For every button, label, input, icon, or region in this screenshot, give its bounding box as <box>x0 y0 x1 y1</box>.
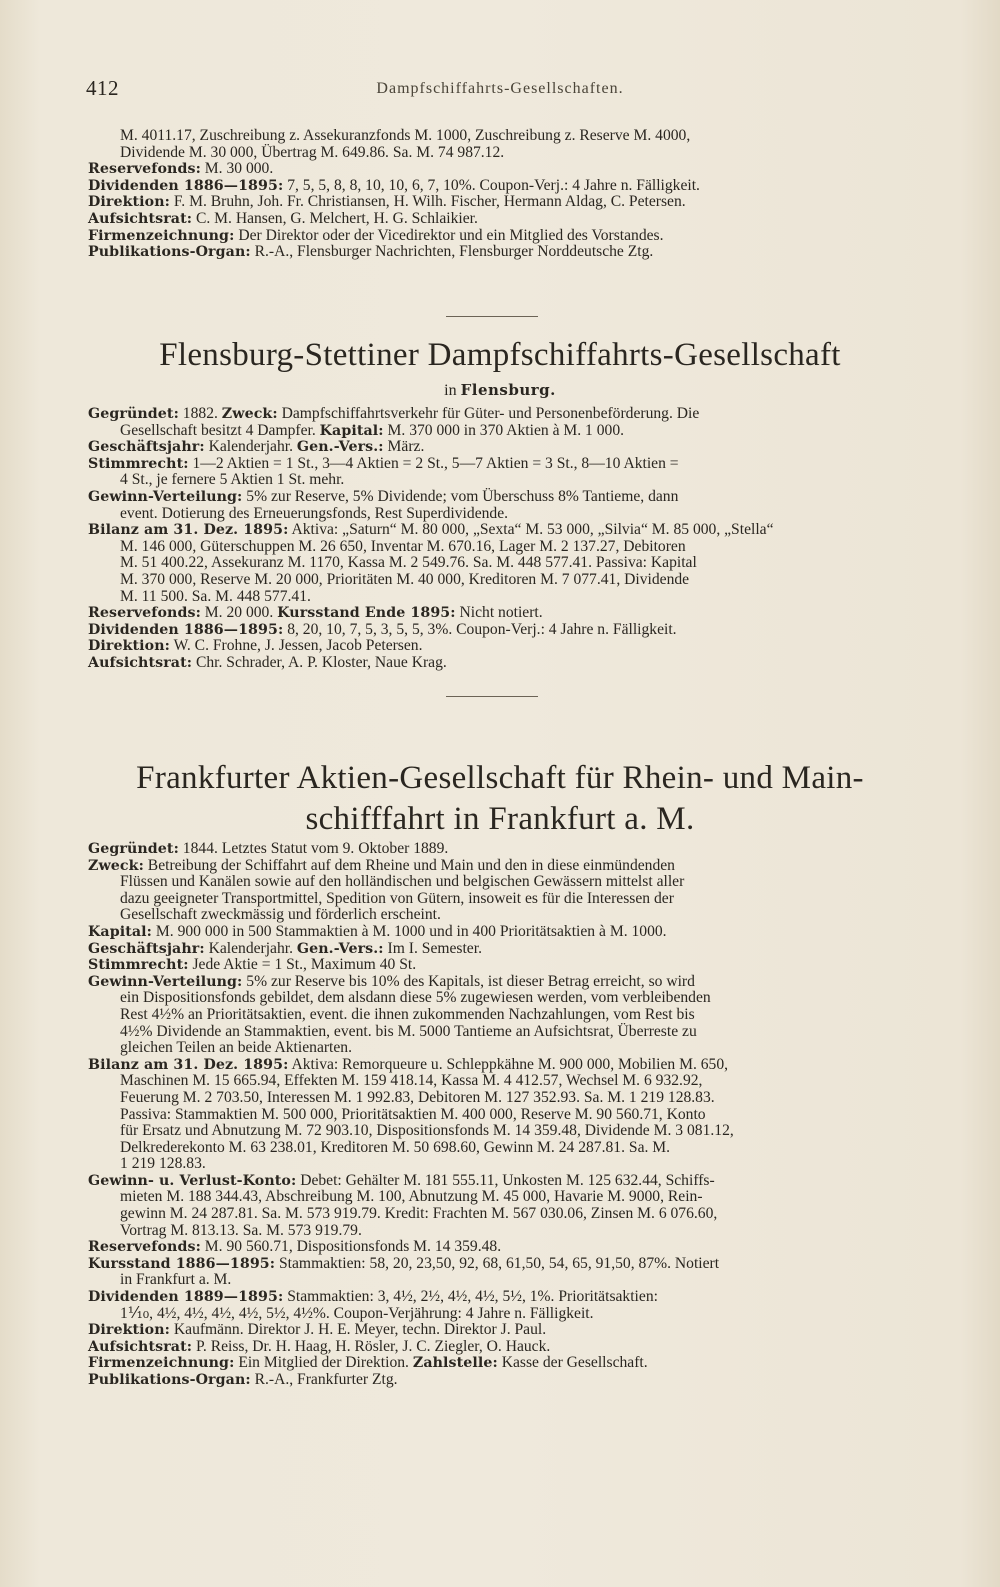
field-value: Kasse der Gesellschaft. <box>497 1354 648 1372</box>
text-line <box>88 1322 964 1339</box>
field-value: Debet: Gehälter M. 181 555.11, Unkosten M. 125 632.44, Schiffs- <box>296 1171 715 1189</box>
field-label: Zweck: <box>88 857 144 874</box>
field-value: Stammaktien: 3, 4½, 2½, 4½, 4½, 5½, 1%. Prioritätsaktien: <box>283 1288 658 1306</box>
text-line <box>88 522 964 539</box>
text-line <box>88 1256 964 1273</box>
field-value: Kaufmänn. Direktor J. H. E. Meyer, techn. Direktor J. Paul. <box>169 1321 547 1339</box>
field-label: Dividenden 1889—1895: <box>88 1289 284 1306</box>
text-line <box>88 907 964 924</box>
field-label: Gewinn-Verteilung: <box>88 973 243 990</box>
field-label: Bilanz am 31. Dez. 1895: <box>88 522 289 539</box>
field-value: Nicht notiert. <box>455 604 543 622</box>
field-value: gleichen Teilen an beide Aktienarten. <box>120 1039 353 1057</box>
field-value: Dampfschiffahrtsverkehr für Güter- und Personenbeförderung. Die <box>277 405 700 422</box>
field-value: mieten M. 188 344.43, Abschreibung M. 100, Abnutzung M. 45 000, Havarie M. 9000, Rein- <box>120 1188 703 1206</box>
field-value: Gesellschaft zweckmässig und förderlich erscheint. <box>120 906 441 924</box>
field-value: 1—2 Aktien = 1 St., 3—4 Aktien = 2 St., 5—7 Aktien = 3 St., 8—10 Aktien = <box>188 454 679 472</box>
field-value: März. <box>383 438 425 456</box>
text-line: event. Dotierung des Erneuerungsfonds, Rest Superdividende. <box>120 504 509 522</box>
text-line <box>88 489 964 506</box>
field-label: Stimmrecht: <box>88 957 189 974</box>
field-value: für Ersatz und Abnutzung M. 72 903.10, Dispositionsfonds M. 14 359.48, Dividende M. 3 081.12, <box>120 1122 734 1140</box>
text-line <box>88 941 964 958</box>
section-divider <box>446 316 538 317</box>
running-head: Dampfschiffahrts-Gesellschaften. <box>376 80 624 97</box>
field-value: Ein Mitglied der Direktion. <box>234 1354 413 1372</box>
text-line <box>88 423 964 440</box>
field-label: Aufsichtsrat: <box>88 210 193 227</box>
field-label: Dividenden 1886—1895: <box>88 177 284 194</box>
text-line <box>88 924 964 941</box>
field-value: dazu geeigneter Transportmittel, Spedition von Gütern, insoweit es für die Interessen der <box>120 889 674 907</box>
field-label: Kursstand Ende 1895: <box>277 605 456 622</box>
text-line <box>88 1073 964 1090</box>
field-value: in Frankfurt a. M. <box>120 1271 232 1289</box>
field-value: M. 90 560.71, Dispositionsfonds M. 14 359.48. <box>200 1238 502 1256</box>
field-label: Bilanz am 31. Dez. 1895: <box>88 1056 289 1073</box>
text-line <box>88 1223 964 1240</box>
field-value: Jede Aktie = 1 St., Maximum 40 St. <box>188 956 417 974</box>
text-line <box>88 1024 964 1041</box>
field-value: C. M. Hansen, G. Melchert, H. G. Schlaikier. <box>192 209 478 227</box>
subtitle-prefix: in <box>444 382 461 399</box>
text-line <box>88 1239 964 1256</box>
field-value: 7, 5, 5, 8, 8, 10, 10, 6, 7, 10%. Coupon-Verj.: 4 Jahre n. Fälligkeit. <box>283 176 700 194</box>
field-value: F. M. Bruhn, Joh. Fr. Christiansen, H. Wilh. Fischer, Hermann Aldag, C. Petersen. <box>169 193 686 211</box>
field-value: M. 30 000. <box>200 160 274 178</box>
field-value: Delkrederekonto M. 63 238.01, Kreditoren M. 50 698.60, Gewinn M. 24 287.81. Sa. M. <box>120 1138 671 1156</box>
field-value: R.-A., Flensburger Nachrichten, Flensburger Norddeutsche Ztg. <box>250 243 654 261</box>
field-value: Chr. Schrader, A. P. Kloster, Naue Krag. <box>192 653 447 671</box>
field-label: Direktion: <box>88 194 170 211</box>
field-value: Passiva: Stammaktien M. 500 000, Prioritätsaktien M. 400 000, Reserve M. 90 560.71, Konto <box>120 1105 706 1123</box>
field-label: Zahlstelle: <box>412 1355 498 1372</box>
field-label: Gegründet: <box>88 841 179 857</box>
field-value: Flüssen und Kanälen sowie auf den holländischen und belgischen Gewässern mittelst aller <box>120 873 685 891</box>
text-line <box>88 1107 964 1124</box>
field-value: Rest 4½% an Prioritätsaktien, event. die ihnen zukommenden Nachzahlungen, vom Rest bis <box>120 1005 695 1023</box>
text-line <box>88 228 964 245</box>
text-line <box>88 244 964 261</box>
field-value: Stammaktien: 58, 20, 23,50, 92, 68, 61,50, 54, 65, 91,50, 87%. Notiert <box>275 1254 720 1272</box>
text-line <box>88 1272 964 1289</box>
field-value: Der Direktor oder der Vicedirektor und ein Mitglied des Vorstandes. <box>234 226 664 244</box>
text-line <box>88 1355 964 1372</box>
field-label: Kapital: <box>88 923 153 940</box>
field-value: Kalenderjahr. <box>204 438 297 456</box>
field-label: Firmenzeichnung: <box>88 1355 235 1372</box>
text-line: M. 51 400.22, Assekuranz M. 1170, Kassa M. 2 549.76. Sa. M. 448 577.41. Passiva: Kapital <box>120 554 697 572</box>
field-value: 5% zur Reserve, 5% Dividende; vom Überschuss 8% Tantieme, dann <box>242 487 679 505</box>
text-line <box>88 1206 964 1223</box>
field-label: Gewinn- u. Verlust-Konto: <box>88 1172 297 1189</box>
text-line <box>88 1057 964 1074</box>
text-line <box>88 1140 964 1157</box>
field-value: Maschinen M. 15 665.94, Effekten M. 159 418.14, Kassa M. 4 412.57, Wechsel M. 6 932.92, <box>120 1072 703 1090</box>
text-line <box>88 605 964 622</box>
field-label: Geschäftsjahr: <box>88 439 205 456</box>
field-label: Dividenden 1886—1895: <box>88 621 284 638</box>
text-line <box>88 1289 964 1306</box>
field-value: Vortrag M. 813.13. Sa. M. 573 919.79. <box>120 1221 362 1239</box>
text-line <box>88 891 964 908</box>
text-line <box>88 858 964 875</box>
field-value: 4½% Dividende an Stammaktien, event. bis M. 5000 Tantieme an Aufsichtsrat, Überreste zu <box>120 1022 697 1040</box>
text-line <box>88 1040 964 1057</box>
text-line <box>88 194 964 211</box>
field-value: M. 20 000. <box>200 604 278 622</box>
section-divider <box>446 696 538 697</box>
field-label: Publikations-Organ: <box>88 1372 251 1388</box>
text-line <box>88 874 964 891</box>
field-value: Im I. Semester. <box>383 939 482 957</box>
text-line <box>88 1173 964 1190</box>
section-title-flensburg: Flensburg-Stettiner Dampfschiffahrts-Gesellschaft <box>159 337 841 373</box>
field-label: Zweck: <box>221 406 278 422</box>
text-line <box>88 1306 964 1323</box>
text-line <box>88 456 964 473</box>
text-line <box>88 439 964 456</box>
section-title-frankfurt-line1: Frankfurter Aktien-Gesellschaft für Rhein- und Main- <box>136 760 864 796</box>
text-line <box>88 1090 964 1107</box>
previous-company-section <box>88 128 964 261</box>
field-value: gewinn M. 24 287.81. Sa. M. 573 919.79. Kredit: Frachten M. 567 030.06, Zinsen M. 6 076.60, <box>120 1205 718 1223</box>
field-value: 1882. <box>178 405 222 422</box>
text-line <box>88 841 964 858</box>
field-value: 1 219 128.83. <box>120 1155 206 1173</box>
text-line <box>88 990 964 1007</box>
field-label: Direktion: <box>88 638 170 655</box>
field-value: Kalenderjahr. <box>204 939 297 957</box>
text-line: M. 146 000, Güterschuppen M. 26 650, Inventar M. 670.16, Lager M. 2 137.27, Debitoren <box>120 537 686 555</box>
page-number: 412 <box>86 76 119 100</box>
section-title-frankfurt-line2: schifffahrt in Frankfurt a. M. <box>305 801 695 837</box>
field-value: P. Reiss, Dr. H. Haag, H. Rösler, J. C. Ziegler, O. Hauck. <box>192 1337 551 1355</box>
field-value: M. 370 000 in 370 Aktien à M. 1 000. <box>383 421 625 439</box>
field-value: Feuerung M. 2 703.50, Interessen M. 1 992.83, Debitoren M. 127 352.93. Sa. M. 1 219 128.83. <box>120 1088 715 1106</box>
field-label: Reservefonds: <box>88 161 201 178</box>
field-label: Reservefonds: <box>88 1239 201 1256</box>
field-label: Gegründet: <box>88 406 179 422</box>
frankfurt-section <box>88 841 964 1389</box>
field-label: Kursstand 1886—1895: <box>88 1255 276 1272</box>
field-label: Aufsichtsrat: <box>88 1338 193 1355</box>
text-line <box>88 1339 964 1356</box>
field-label: Gen.-Vers.: <box>296 940 384 957</box>
text-line: Dividende M. 30 000, Übertrag M. 649.86. Sa. M. 74 987.12. <box>120 143 505 161</box>
field-value: W. C. Frohne, J. Jessen, Jacob Petersen. <box>169 637 423 655</box>
text-line: M. 4011.17, Zuschreibung z. Assekuranzfonds M. 1000, Zuschreibung z. Reserve M. 4000, <box>120 127 691 144</box>
field-label: Geschäftsjahr: <box>88 940 205 957</box>
text-line <box>88 161 964 178</box>
text-line <box>88 957 964 974</box>
text-line <box>88 655 964 672</box>
text-line <box>88 178 964 195</box>
flensburg-section <box>88 406 964 672</box>
field-value: ein Dispositionsfonds gebildet, dem alsdann diese 5% zugewiesen werden, vom verbleibenden <box>120 989 711 1007</box>
text-line <box>88 1189 964 1206</box>
field-label: Stimmrecht: <box>88 455 189 472</box>
field-value: Aktiva: Remorqueure u. Schleppkähne M. 900 000, Mobilien M. 650, <box>288 1055 729 1073</box>
field-value: R.-A., Frankfurter Ztg. <box>250 1371 398 1388</box>
text-line: M. 370 000, Reserve M. 20 000, Prioritäten M. 40 000, Kreditoren M. 7 077.41, Dividende <box>120 570 690 588</box>
field-label: Firmenzeichnung: <box>88 227 235 244</box>
text-line <box>88 1156 964 1173</box>
field-label: Reservefonds: <box>88 605 201 622</box>
field-value: 1844. Letztes Statut vom 9. Oktober 1889. <box>178 840 449 857</box>
subtitle-location: Flensburg. <box>460 381 556 399</box>
field-label: Publikations-Organ: <box>88 244 251 261</box>
field-value: M. 900 000 in 500 Stammaktien à M. 1000 und in 400 Prioritätsaktien à M. 1000. <box>152 922 667 940</box>
text-line <box>88 1007 964 1024</box>
field-label: Aufsichtsrat: <box>88 654 193 671</box>
text-line <box>88 406 964 423</box>
field-value: Betreibung der Schiffahrt auf dem Rheine und Main und den in diese einmündenden <box>143 856 675 874</box>
text-line <box>88 1123 964 1140</box>
field-label: Gen.-Vers.: <box>296 439 384 456</box>
field-value: 8, 20, 10, 7, 5, 3, 5, 5, 3%. Coupon-Verj.: 4 Jahre n. Fälligkeit. <box>283 620 677 638</box>
text-line <box>88 211 964 228</box>
text-line <box>88 974 964 991</box>
section-subtitle-flensburg <box>0 381 1000 400</box>
field-label: Direktion: <box>88 1322 170 1339</box>
text-line <box>88 638 964 655</box>
text-line: 4 St., je fernere 5 Aktien 1 St. mehr. <box>120 471 345 489</box>
text-line: M. 11 500. Sa. M. 448 577.41. <box>120 587 311 605</box>
field-label: Kapital: <box>319 422 384 439</box>
field-value: Aktiva: „Saturn“ M. 80 000, „Sexta“ M. 53 000, „Silvia“ M. 85 000, „Stella“ <box>288 521 774 539</box>
field-value: 1⅒, 4½, 4½, 4½, 4½, 5½, 4½%. Coupon-Verjährung: 4 Jahre n. Fälligkeit. <box>120 1304 594 1322</box>
text-line <box>88 1372 964 1389</box>
field-value: Gesellschaft besitzt 4 Dampfer. <box>120 421 320 439</box>
field-label: Gewinn-Verteilung: <box>88 488 243 505</box>
text-line <box>88 622 964 639</box>
field-value: 5% zur Reserve bis 10% des Kapitals, ist dieser Betrag erreicht, so wird <box>242 972 695 990</box>
